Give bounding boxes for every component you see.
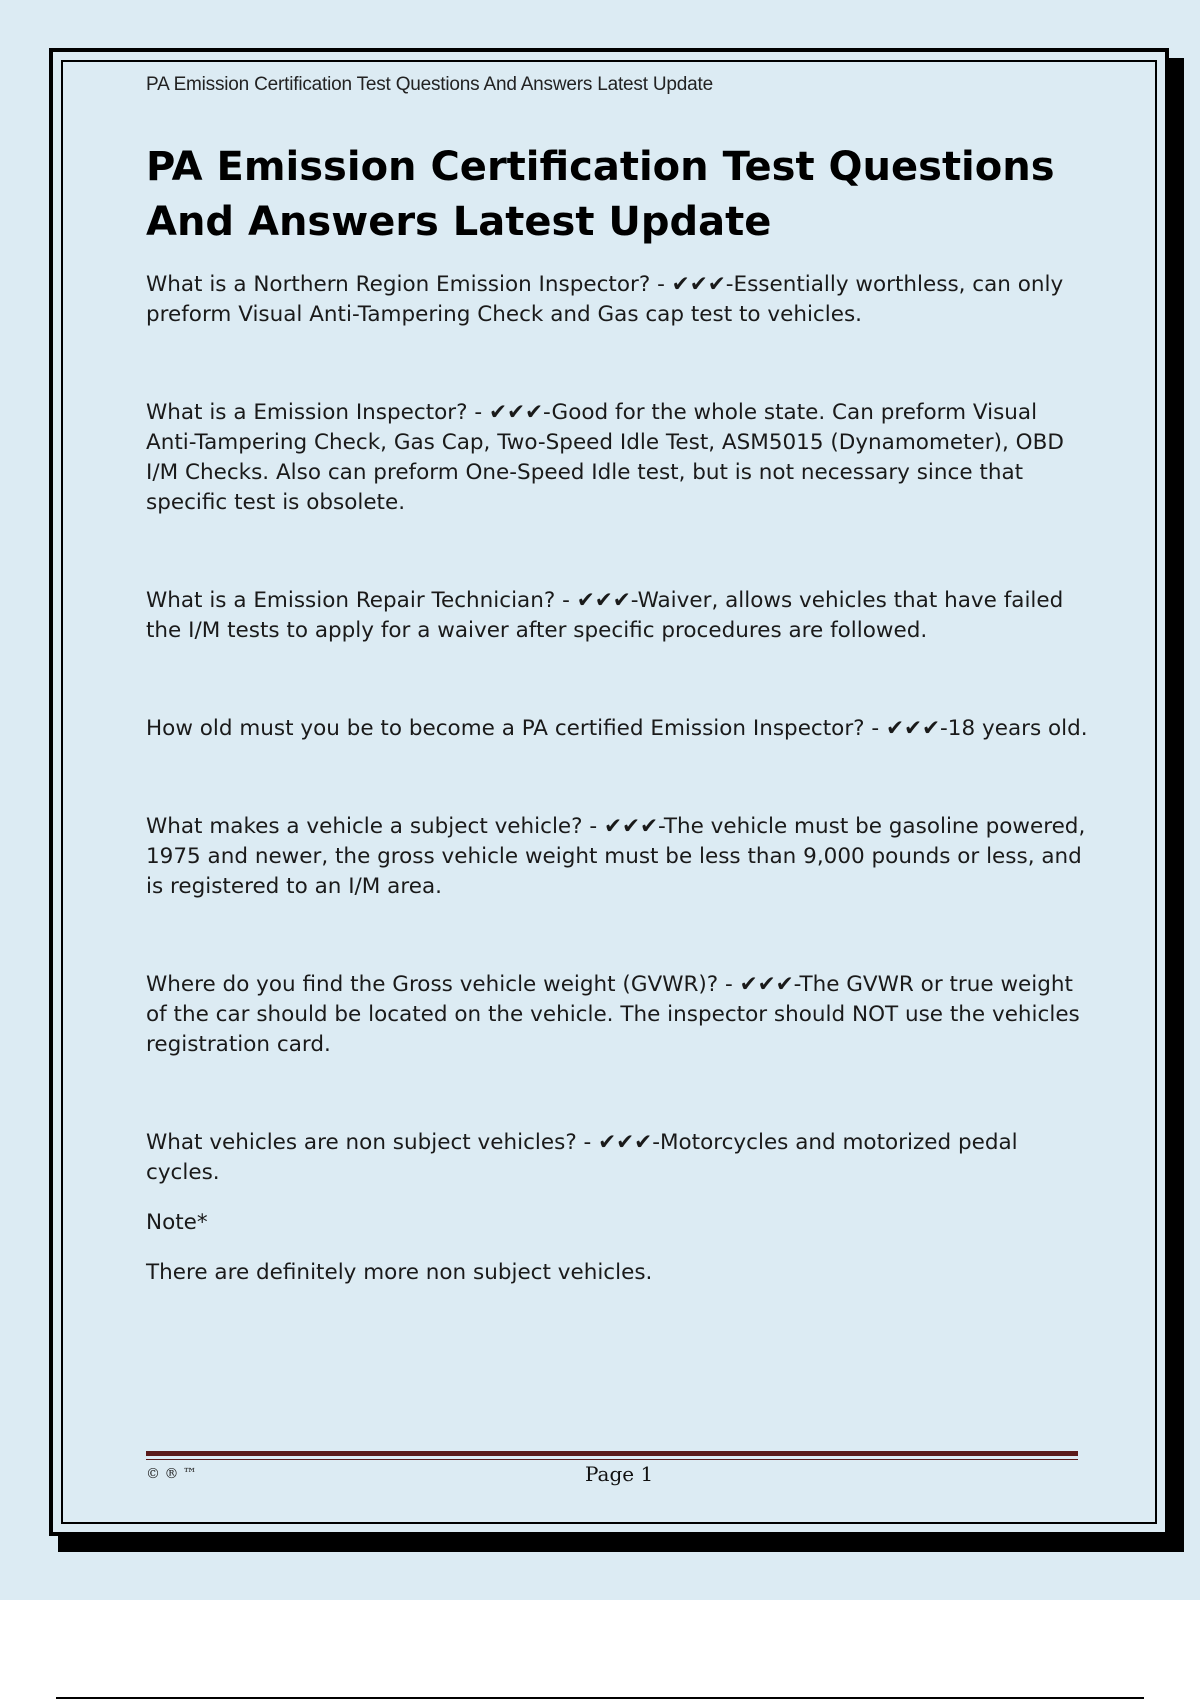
qa-item: How old must you be to become a PA certified Emission Inspector? - ✔✔✔-18 years old.	[146, 716, 1088, 741]
qa-item: What vehicles are non subject vehicles? - ✔✔✔-Motorcycles and motorized pedal cycles.	[146, 1130, 1018, 1185]
document-title: PA Emission Certification Test Questions And Answers Latest Update	[146, 144, 1055, 245]
qa-item: What is a Emission Inspector? - ✔✔✔-Good for the whole state. Can preform Visual Anti-Tampering Check, Gas Cap, Two-Speed Idle Test, ASM5015 (Dynamometer), OBD I/M Checks. Also can preform One-Speed Idle test, but is not necessary since that specific test is obsolete.	[146, 400, 1064, 515]
qa-item: Where do you find the Gross vehicle weight (GVWR)? - ✔✔✔-The GVWR or true weight of the car should be located on the vehicle. The inspector should NOT use the vehicles registration card.	[146, 972, 1080, 1057]
qa-item: What makes a vehicle a subject vehicle? - ✔✔✔-The vehicle must be gasoline powered, 1975 and newer, the gross vehicle weight must be less than 9,000 pounds or less, and is registered to an I/M area.	[146, 814, 1086, 899]
next-page-top-rule	[56, 1697, 1144, 1699]
qa-list	[146, 270, 1091, 1308]
footer-rule	[146, 1451, 1078, 1456]
qa-item: What is a Northern Region Emission Inspector? - ✔✔✔-Essentially worthless, can only preform Visual Anti-Tampering Check and Gas cap test to vehicles.	[146, 272, 1064, 327]
note-label: Note*	[146, 1210, 208, 1235]
page-number: Page 1	[585, 1462, 654, 1486]
qa-item: What is a Emission Repair Technician? - ✔✔✔-Waiver, allows vehicles that have failed the I/M tests to apply for a waiver after specific procedures are followed.	[146, 588, 1064, 643]
footer-symbols: © ® ™	[146, 1466, 197, 1482]
note-text: There are definitely more non subject vehicles.	[146, 1260, 653, 1285]
footer-rule-thin	[146, 1459, 1078, 1460]
running-header: PA Emission Certification Test Questions And Answers Latest Update	[146, 74, 713, 95]
